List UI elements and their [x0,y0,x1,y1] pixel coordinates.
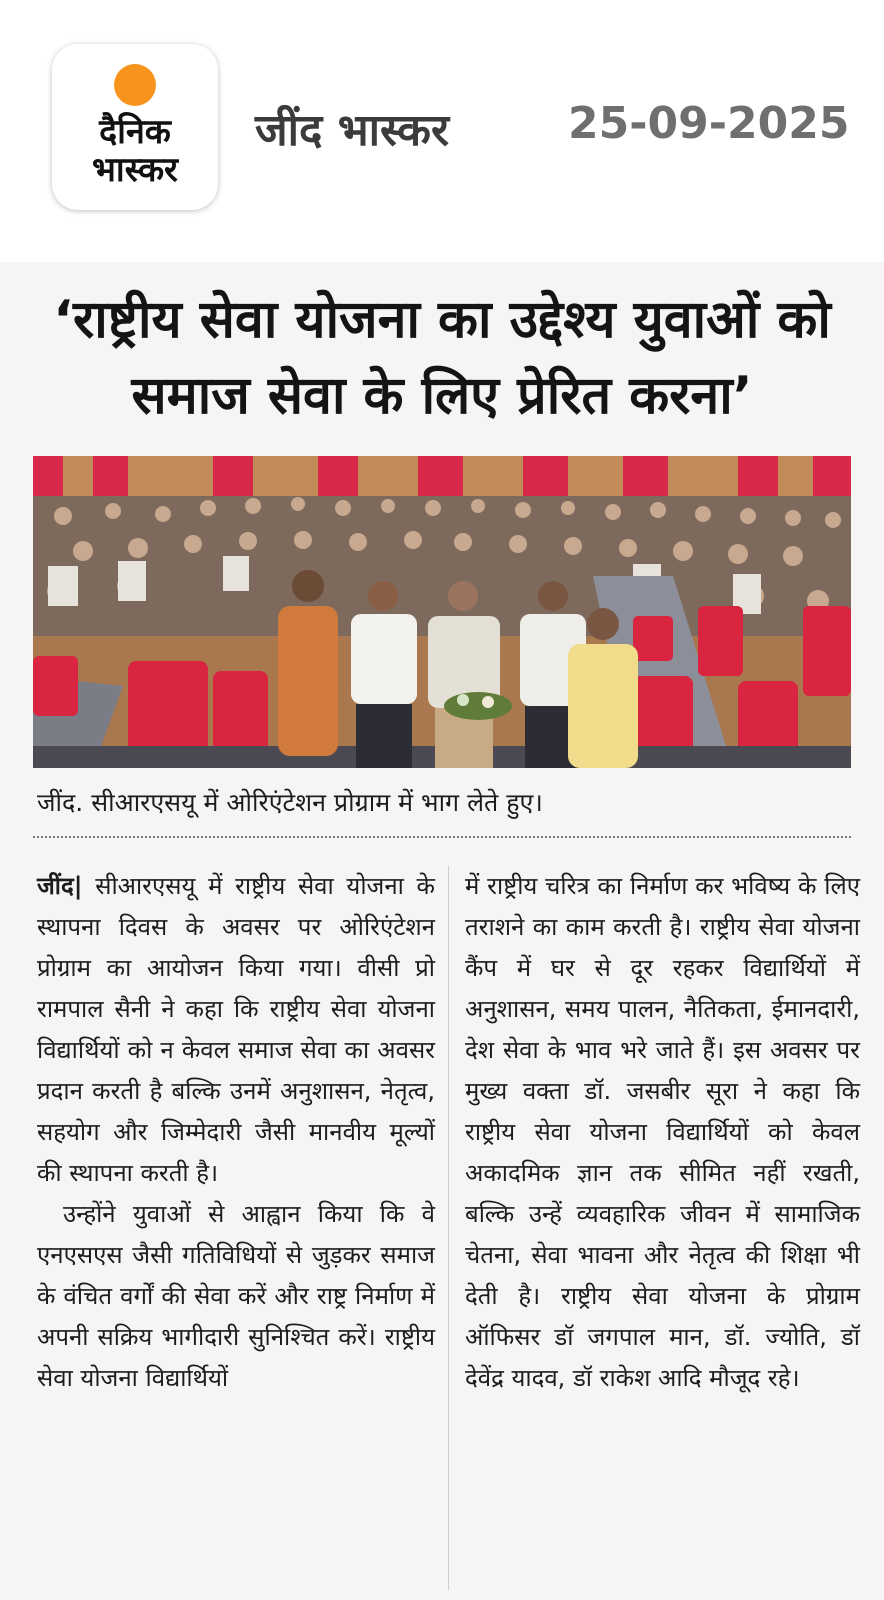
article-column-right [465,866,860,1399]
auditorium-photo-illustration [33,456,851,768]
column-divider [448,866,449,1590]
edition-name: जींद भास्कर [255,105,449,156]
photo-caption: जींद. सीआरएसयू में ओरिएंटेशन प्रोग्राम में भाग लेते हुए। [37,788,543,817]
article-paragraph-1 [37,866,435,1194]
caption-divider [33,836,851,838]
article-headline: ‘राष्ट्रीय सेवा योजना का उद्देश्य युवाओं को समाज सेवा के लिए प्रेरित करना’ [53,290,831,426]
edition-date: 25-09-2025 [568,98,850,149]
article-dateline: जींद| [37,872,83,900]
logo-text-line1: दैनिक [99,112,171,152]
article-paragraph-2: उन्होंने युवाओं से आह्वान किया कि वे एनएसएस जैसी गतिविधियों से जुड़कर समाज के वंचित वर्गों की सेवा करें और राष्ट्र निर्माण में अपनी सक्रिय भागीदारी सुनिश्चित करें। राष्ट्रीय सेवा योजना विद्यार्थियों [37,1200,435,1392]
article-column-left [37,866,435,1399]
dainik-bhaskar-logo [52,44,218,210]
logo-text-line2: भास्कर [92,150,178,190]
article-paragraph-1-text: सीआरएसयू में राष्ट्रीय सेवा योजना के स्थापना दिवस के अवसर पर ओरिएंटेशन प्रोग्राम का आयोजन किया गया। वीसी प्रो रामपाल सैनी ने कहा कि राष्ट्रीय सेवा योजना विद्यार्थियों को न केवल समाज सेवा का अवसर प्रदान करती है बल्कि उनमें अनुशासन, नेतृत्व, सहयोग और जिम्मेदारी जैसी मानवीय मूल्यों की स्थापना करती है। [37,872,435,1187]
article-photo [33,456,851,768]
logo-sun-icon [114,64,156,106]
article-paragraph-3: में राष्ट्रीय चरित्र का निर्माण कर भविष्य के लिए तराशने का काम करती है। राष्ट्रीय सेवा योजना कैंप में घर से दूर रहकर विद्यार्थियों में अनुशासन, समय पालन, नैतिकता, ईमानदारी, देश सेवा के भाव भरे जाते हैं। इस अवसर पर मुख्य वक्ता डॉ. जसबीर सूरा ने कहा कि राष्ट्रीय सेवा योजना विद्यार्थियों को केवल अकादमिक ज्ञान तक सीमित नहीं रखती, बल्कि उन्हें व्यवहारिक जीवन में सामाजिक चेतना, सेवा भावना और नेतृत्व की शिक्षा भी देती है। राष्ट्रीय सेवा योजना के प्रोग्राम ऑफिसर डॉ जगपाल मान, डॉ. ज्योति, डॉ देवेंद्र यादव, डॉ राकेश आदि मौजूद रहे। [465,872,860,1392]
